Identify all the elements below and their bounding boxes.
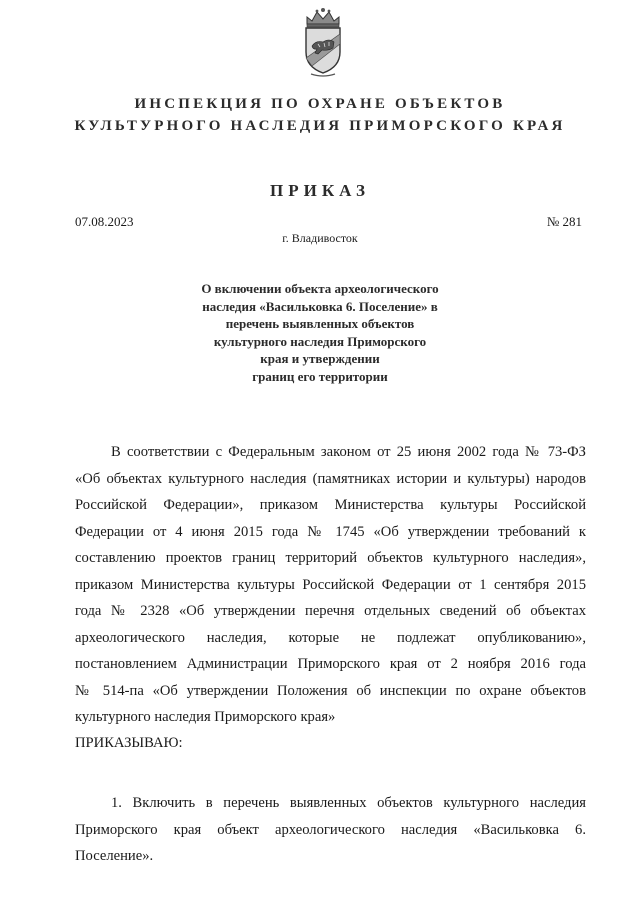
preamble-line: археологического наследия, которые не подлежат опубликованию», xyxy=(75,629,586,646)
subject-line: наследия «Васильковка 6. Поселение» в xyxy=(202,298,438,314)
preamble-line: составлению проектов границ территорий объектов культурного наследия», xyxy=(75,550,586,566)
preamble-paragraph xyxy=(75,439,586,731)
preamble-line: приказом Министерства культуры Российской Федерации от 1 сентября 2015 xyxy=(75,576,586,593)
preamble-line: постановлением Администрации Приморского края от 2 ноября 2016 года xyxy=(75,656,586,672)
document-type-title: ПРИКАЗ xyxy=(270,181,370,200)
agency-name-line-2: КУЛЬТУРНОГО НАСЛЕДИЯ ПРИМОРСКОГО КРАЯ xyxy=(74,118,566,134)
preamble-line: Российской Федерации», приказом Министерства культуры Российской xyxy=(75,497,586,513)
document-number: № 281 xyxy=(546,214,582,229)
order-item-1 xyxy=(75,790,586,870)
preamble-line: № 514-па «Об утверждении Положения об инспекции по охране объектов xyxy=(75,682,586,699)
preamble-line: культурного наследия Приморского края» xyxy=(75,709,336,725)
preamble-line: Федерации от 4 июня 2015 года № 1745 «Об утверждении требований к xyxy=(75,523,586,540)
item-line: Поселение». xyxy=(75,848,154,864)
preamble-line: «Об объектах культурного наследия (памятниках истории и культуры) народов xyxy=(75,470,586,487)
subject-line: культурного наследия Приморского xyxy=(213,333,427,349)
agency-name-line-1: ИНСПЕКЦИЯ ПО ОХРАНЕ ОБЪЕКТОВ xyxy=(134,96,506,112)
item-line: Приморского края объект археологического наследия «Васильковка 6. xyxy=(75,821,586,838)
preamble-line: В соответствии с Федеральным законом от 25 июня 2002 года № 73-ФЗ xyxy=(111,444,586,460)
subject-line: О включении объекта археологического xyxy=(201,281,439,296)
preamble-line: года № 2328 «Об утверждении перечня отдельных сведений об объектах xyxy=(75,603,586,619)
subject-line: границ его территории xyxy=(252,368,388,384)
item-line: 1. Включить в перечень выявленных объектов культурного наследия xyxy=(111,795,586,811)
subject-line: края и утверждении xyxy=(260,351,380,366)
subject-line: перечень выявленных объектов xyxy=(225,316,415,331)
document-date: 07.08.2023 xyxy=(75,214,134,229)
order-keyword: ПРИКАЗЫВАЮ: xyxy=(75,735,183,751)
document-subject xyxy=(170,280,470,385)
coat-of-arms-icon xyxy=(298,4,348,78)
document-city: г. Владивосток xyxy=(282,231,358,245)
